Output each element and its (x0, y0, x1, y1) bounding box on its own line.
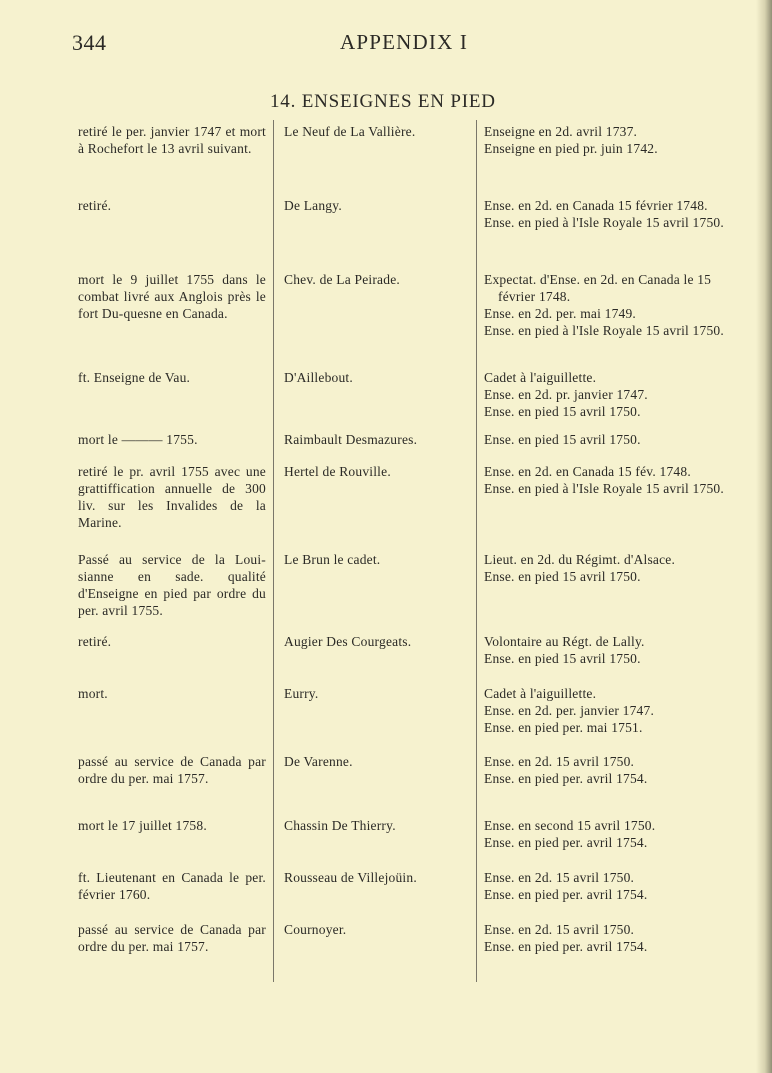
service-line: Ense. en 2d. en Canada 15 février 1748. (484, 198, 708, 213)
service-line: Ense. en pied per. avril 1754. (484, 887, 648, 902)
service-line: Ense. en pied per. avril 1754. (484, 835, 648, 850)
service-line: Ense. en 2d. per. janvier 1747. (484, 703, 655, 718)
row-service (484, 369, 732, 420)
row-name: Cournoyer. (284, 922, 347, 937)
service-line: Ense. en pied à l'Isle Royale 15 avril 1750. (484, 481, 724, 496)
row-status: Passé au service de la Loui-sianne en sade. qualité d'Enseigne en pied par ordre du per. avril 1755. (78, 552, 266, 618)
service-line: Volontaire au Régt. de Lally. (484, 634, 645, 649)
service-line: Ense. en pied à l'Isle Royale 15 avril 1750. (484, 323, 724, 338)
row-status: retiré. (78, 634, 112, 649)
row-name: Raimbault Desmazures. (284, 432, 418, 447)
row-service (484, 463, 732, 497)
row-service (484, 817, 732, 851)
row-name: De Varenne. (284, 754, 353, 769)
service-line: Ense. en second 15 avril 1750. (484, 818, 656, 833)
row-name: Augier Des Courgeats. (284, 634, 412, 649)
service-line: Ense. en 2d. 15 avril 1750. (484, 922, 635, 937)
row-service (484, 551, 732, 585)
service-line: Ense. en 2d. per. mai 1749. (484, 306, 636, 321)
row-status: mort le 17 juillet 1758. (78, 818, 207, 833)
service-line: Ense. en pied per. mai 1751. (484, 720, 643, 735)
row-name: Hertel de Rouville. (284, 464, 391, 479)
row-name: Rousseau de Villejoüin. (284, 870, 417, 885)
column-divider-left (273, 120, 274, 982)
running-head: APPENDIX I (340, 30, 469, 54)
row-status: passé au service de Canada par ordre du per. mai 1757. (78, 922, 266, 954)
row-name: Le Neuf de La Vallière. (284, 124, 416, 139)
column-divider-right (476, 120, 477, 982)
row-status: retiré. (78, 198, 112, 213)
service-line: Enseigne en 2d. avril 1737. (484, 124, 638, 139)
service-line: Ense. en pied per. avril 1754. (484, 939, 648, 954)
row-status: passé au service de Canada par ordre du per. mai 1757. (78, 754, 266, 786)
row-name: D'Aillebout. (284, 370, 353, 385)
service-line: Cadet à l'aiguillette. (484, 370, 597, 385)
row-service (484, 921, 732, 955)
service-line: Ense. en pied 15 avril 1750. (484, 432, 641, 447)
service-line: Ense. en 2d. 15 avril 1750. (484, 754, 635, 769)
row-name: Chev. de La Peirade. (284, 272, 400, 287)
row-status: ft. Lieutenant en Canada le per. février 1760. (78, 870, 266, 902)
row-service (484, 197, 732, 231)
row-status: mort le 9 juillet 1755 dans le combat livré aux Anglois près le fort Du-quesne en Canada. (78, 272, 266, 321)
row-service (484, 431, 732, 448)
service-line: Lieut. en 2d. du Régimt. d'Alsace. (484, 552, 676, 567)
service-line: Enseigne en pied pr. juin 1742. (484, 141, 658, 156)
row-name: De Langy. (284, 198, 342, 213)
service-line: Ense. en pied 15 avril 1750. (484, 651, 641, 666)
service-line: Ense. en 2d. 15 avril 1750. (484, 870, 635, 885)
row-service (484, 753, 732, 787)
page-edge-shadow (756, 0, 772, 1073)
service-line: Ense. en pied à l'Isle Royale 15 avril 1750. (484, 215, 724, 230)
page-number: 344 (72, 30, 107, 55)
row-status: retiré le per. janvier 1747 et mort à Rochefort le 13 avril suivant. (78, 124, 266, 156)
row-service (484, 271, 732, 339)
row-service (484, 123, 732, 157)
service-line: Expectat. d'Ense. en 2d. en Canada le 15 février 1748. (484, 272, 712, 304)
row-status: ft. Enseigne de Vau. (78, 370, 191, 385)
service-line: Ense. en 2d. en Canada 15 fév. 1748. (484, 464, 691, 479)
row-status: mort le ——— 1755. (78, 432, 198, 447)
row-name: Le Brun le cadet. (284, 552, 381, 567)
row-name: Eurry. (284, 686, 319, 701)
row-service (484, 685, 732, 736)
service-line: Cadet à l'aiguillette. (484, 686, 597, 701)
section-title: 14. ENSEIGNES EN PIED (270, 91, 496, 112)
service-line: Ense. en pied 15 avril 1750. (484, 404, 641, 419)
row-service (484, 869, 732, 903)
service-line: Ense. en pied 15 avril 1750. (484, 569, 641, 584)
row-status: mort. (78, 686, 108, 701)
service-line: Ense. en pied per. avril 1754. (484, 771, 648, 786)
row-service (484, 633, 732, 667)
service-line: Ense. en 2d. pr. janvier 1747. (484, 387, 648, 402)
row-name: Chassin De Thierry. (284, 818, 396, 833)
row-status: retiré le pr. avril 1755 avec une grattiffication annuelle de 300 liv. sur les Invalides de la Marine. (78, 464, 266, 530)
